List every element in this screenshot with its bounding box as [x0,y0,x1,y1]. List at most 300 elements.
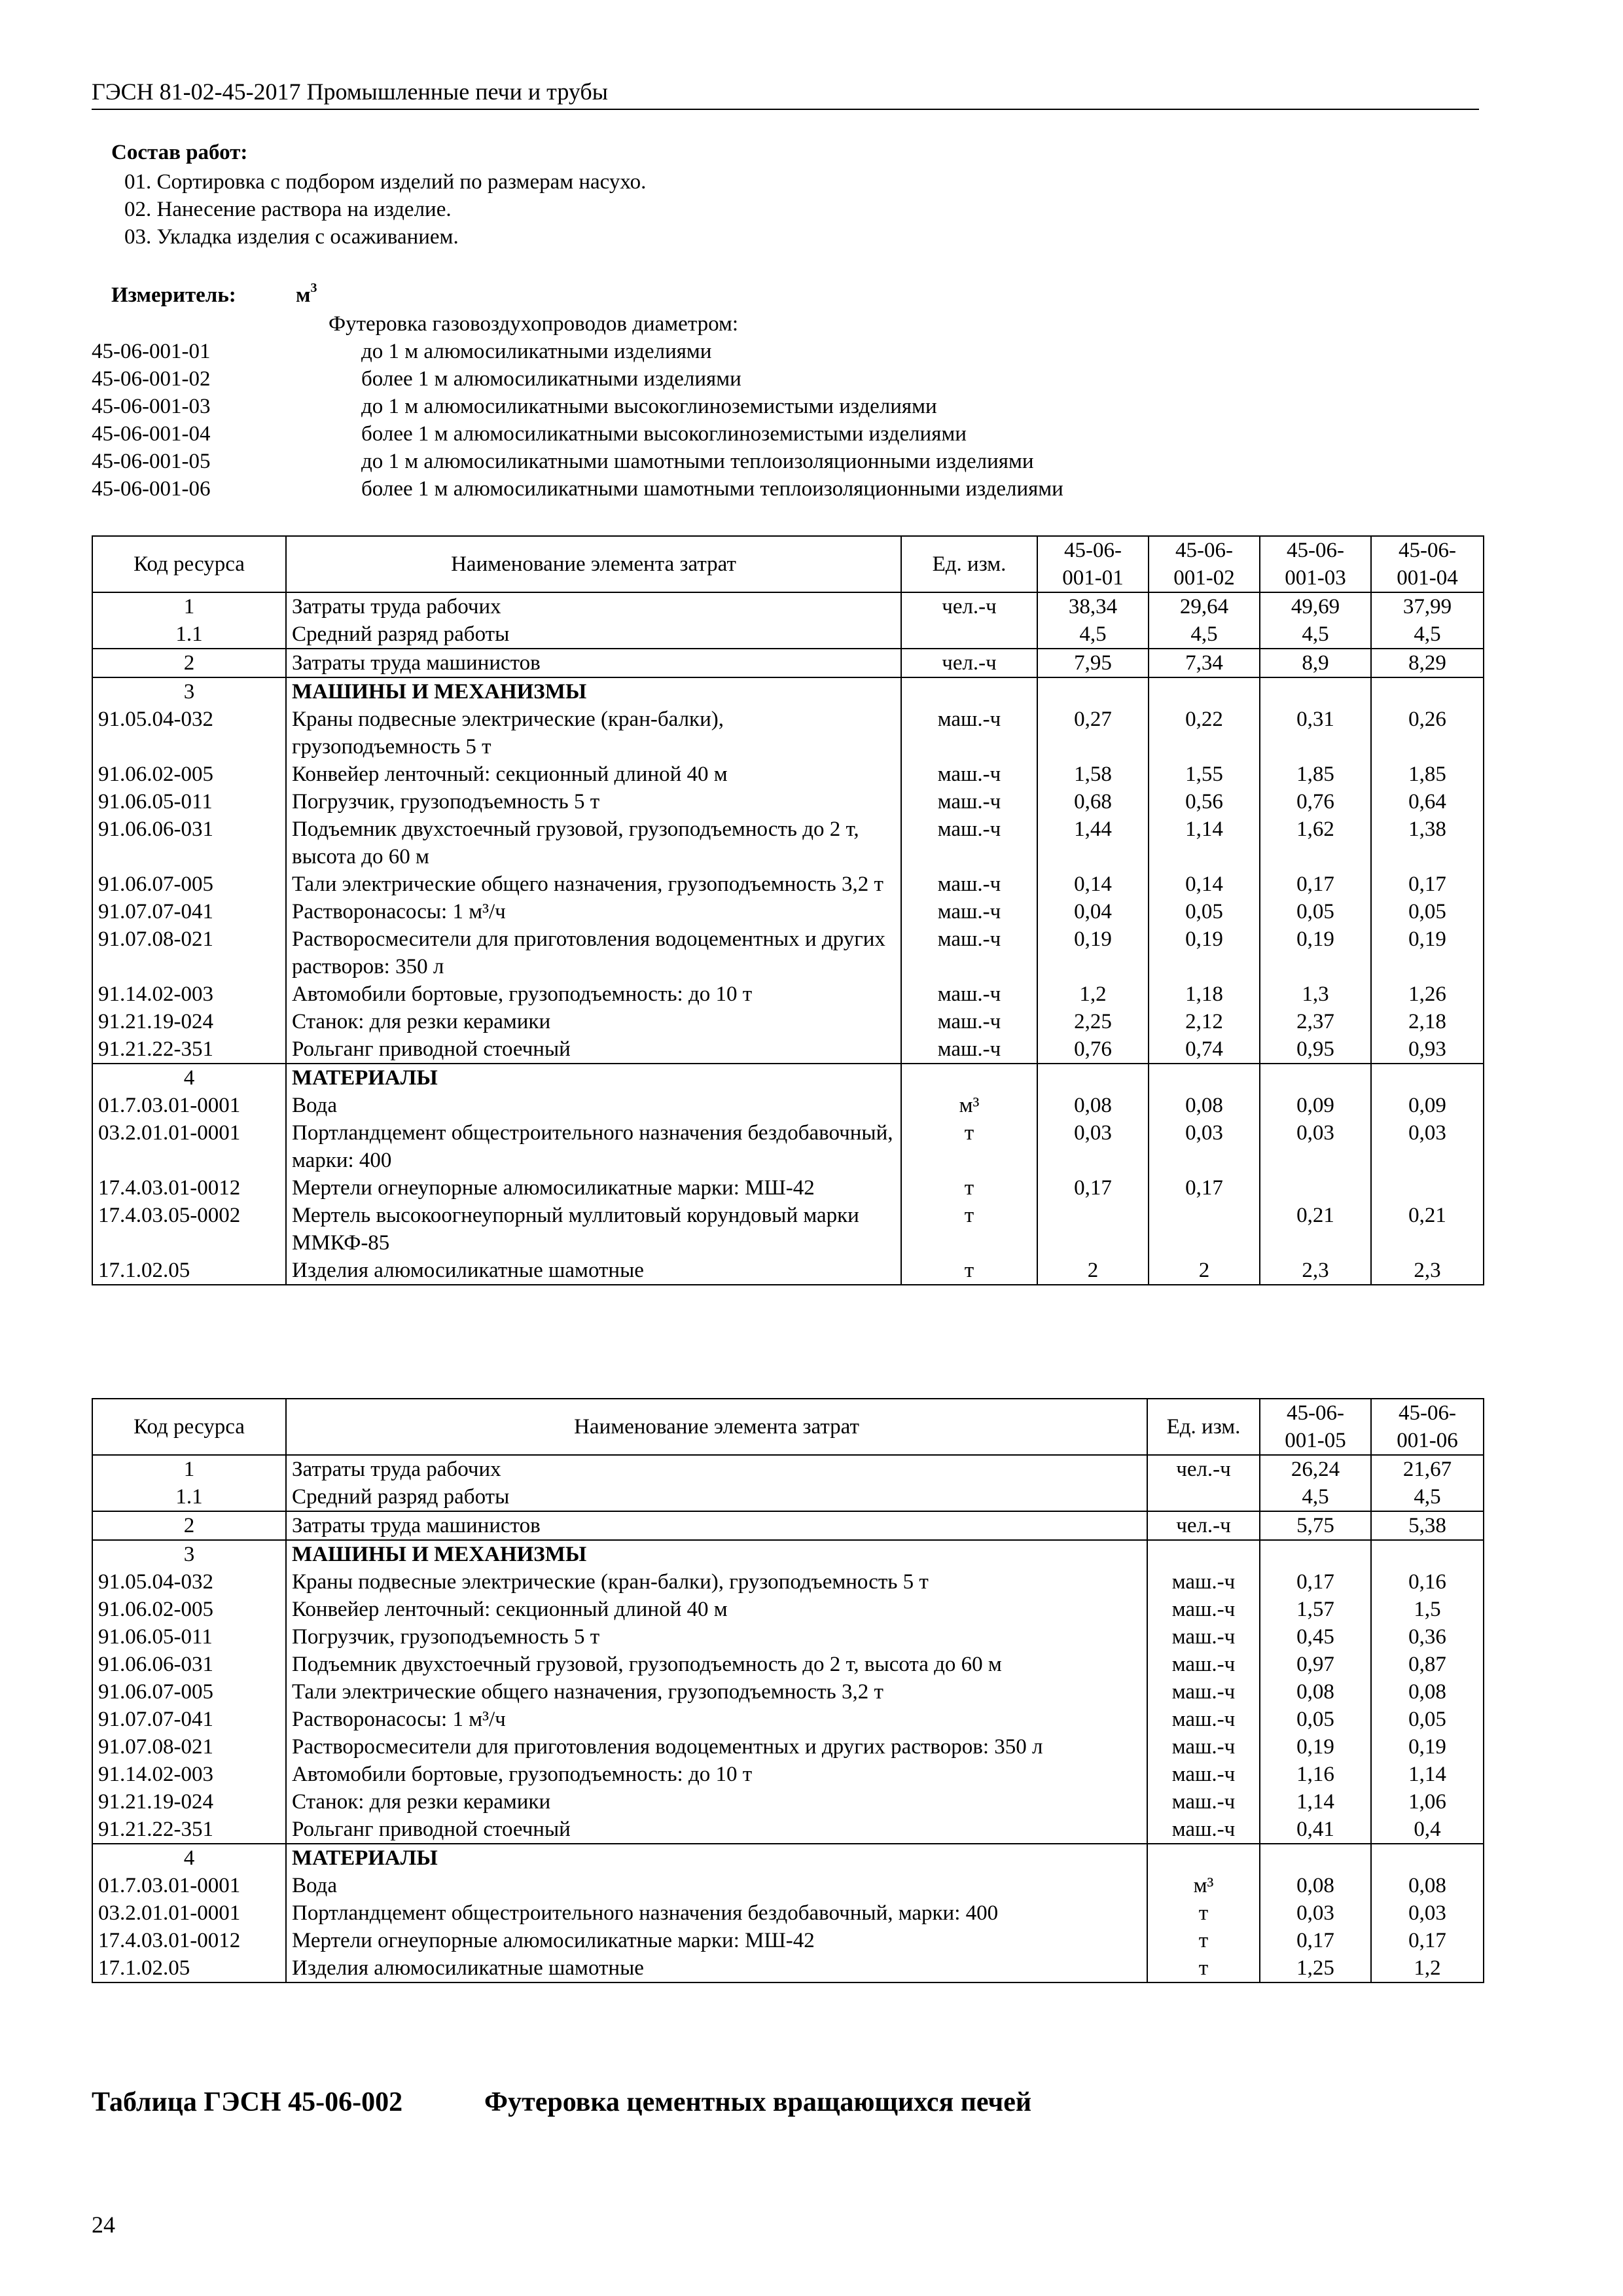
table-row [92,1761,1484,1788]
norm-value: 1,5 [1371,1596,1484,1623]
table-row [92,816,1484,870]
work-composition-title: Состав работ: [111,141,248,164]
table-row [92,649,1484,677]
resource-unit: чел.-ч [1147,1511,1260,1540]
resource-name: Станок: для резки керамики [286,1008,901,1035]
norm-value: 0,93 [1371,1035,1484,1064]
resource-code: 3 [92,677,286,706]
resource-code: 91.06.07-005 [92,870,286,898]
norm-value [1371,1174,1484,1202]
work-item: 01. Сортировка с подбором изделий по размерам насухо. [124,170,647,194]
col-norm-header: 45-06- 001-03 [1260,536,1371,592]
resource-name: Подъемник двухстоечный грузовой, грузоподъемность до 2 т, высота до 60 м [286,816,901,870]
next-table-name: Футеровка цементных вращающихся печей [484,2087,1032,2117]
code-intro: Футеровка газовоздухопроводов диаметром: [329,312,739,336]
resource-unit [901,677,1037,706]
table-row [92,1455,1484,1483]
resource-code: 91.07.08-021 [92,925,286,980]
norm-value [1037,677,1149,706]
col-unit-header: Ед. изм. [1147,1399,1260,1455]
next-table-number: Таблица ГЭСН 45-06-002 [92,2087,403,2117]
resource-unit: маш.-ч [901,706,1037,761]
norm-value: 0,05 [1260,1706,1371,1733]
code-description: до 1 м алюмосиликатными шамотными теплоизоляционными изделиями [361,450,1034,473]
norm-value: 1,14 [1149,816,1260,870]
norm-value: 0,87 [1371,1651,1484,1678]
resource-code: 91.06.06-031 [92,816,286,870]
resource-unit: маш.-ч [901,898,1037,925]
resource-name: Изделия алюмосиликатные шамотные [286,1257,901,1285]
resource-name: Растворосмесители для приготовления водоцементных и других растворов: 350 л [286,1733,1147,1761]
table-row [92,1257,1484,1285]
norm-value: 0,16 [1371,1568,1484,1596]
norm-value: 0,17 [1037,1174,1149,1202]
code-list-item [92,475,1139,503]
resource-code: 91.07.08-021 [92,1733,286,1761]
table-row [92,1623,1484,1651]
norm-value: 0,74 [1149,1035,1260,1064]
resource-unit: маш.-ч [901,788,1037,816]
norm-value: 4,5 [1371,620,1484,649]
col-code-header: Код ресурса [92,1399,286,1455]
norm-value: 0,19 [1037,925,1149,980]
resource-code: 2 [92,1511,286,1540]
measure-label: Измеритель: [111,283,236,307]
resource-unit: маш.-ч [901,1035,1037,1064]
resource-unit: чел.-ч [901,592,1037,620]
resource-unit: маш.-ч [1147,1568,1260,1596]
table-row [92,870,1484,898]
resource-code: 3 [92,1540,286,1568]
table-row [92,761,1484,788]
table-row [92,1678,1484,1706]
resource-unit: чел.-ч [901,649,1037,677]
norm-value: 0,36 [1371,1623,1484,1651]
table-row [92,1064,1484,1092]
resource-name: МАШИНЫ И МЕХАНИЗМЫ [286,677,901,706]
resource-name: Растворосмесители для приготовления водоцементных и других растворов: 350 л [286,925,901,980]
table-row [92,1954,1484,1982]
norm-value: 2,3 [1371,1257,1484,1285]
norm-value: 4,5 [1260,620,1371,649]
norm-value: 0,05 [1371,898,1484,925]
code-list [92,310,1139,503]
resource-unit: м³ [901,1092,1037,1119]
table-row [92,677,1484,706]
resource-code: 91.21.22-351 [92,1035,286,1064]
norm-value: 7,34 [1149,649,1260,677]
norm-value: 0,17 [1260,1927,1371,1954]
norm-value [1149,1064,1260,1092]
norm-value: 0,08 [1260,1872,1371,1899]
resource-code: 17.1.02.05 [92,1257,286,1285]
norm-value: 5,75 [1260,1511,1371,1540]
code-list-item [92,448,1139,475]
norm-value: 0,17 [1371,1927,1484,1954]
resource-unit [1147,1540,1260,1568]
resource-unit: маш.-ч [1147,1623,1260,1651]
code-list-item [92,365,1139,393]
resource-unit: т [1147,1954,1260,1982]
table-row [92,1008,1484,1035]
norm-value: 0,05 [1149,898,1260,925]
resource-name: Портландцемент общестроительного назначения бездобавочный, марки: 400 [286,1119,901,1174]
norm-value [1149,677,1260,706]
resource-code: 91.14.02-003 [92,1761,286,1788]
norm-value: 1,16 [1260,1761,1371,1788]
resource-name: Портландцемент общестроительного назначения бездобавочный, марки: 400 [286,1899,1147,1927]
resource-unit: маш.-ч [901,1008,1037,1035]
resource-name: Автомобили бортовые, грузоподъемность: до 10 т [286,1761,1147,1788]
norm-value: 38,34 [1037,592,1149,620]
norm-value: 7,95 [1037,649,1149,677]
resource-code: 03.2.01.01-0001 [92,1119,286,1174]
resource-unit: маш.-ч [1147,1706,1260,1733]
norm-value: 1,44 [1037,816,1149,870]
resource-code: 01.7.03.01-0001 [92,1092,286,1119]
norm-value: 1,26 [1371,980,1484,1008]
norm-value [1149,1202,1260,1257]
table-row [92,1483,1484,1511]
norm-value: 0,05 [1371,1706,1484,1733]
resource-unit: т [1147,1899,1260,1927]
resource-name: Затраты труда рабочих [286,1455,1147,1483]
norm-value: 0,19 [1371,1733,1484,1761]
norm-value: 21,67 [1371,1455,1484,1483]
norm-value [1260,1844,1371,1872]
resource-unit: т [901,1119,1037,1174]
norm-value [1037,1064,1149,1092]
norm-value: 0,14 [1037,870,1149,898]
resource-unit: маш.-ч [901,980,1037,1008]
norm-value: 1,62 [1260,816,1371,870]
measure-unit-sup: 3 [310,281,317,295]
code-id: 45-06-001-03 [92,395,211,418]
norm-value: 0,03 [1371,1119,1484,1174]
norm-value: 0,03 [1149,1119,1260,1174]
table-row [92,1174,1484,1202]
norm-value: 0,76 [1260,788,1371,816]
resource-unit [1147,1844,1260,1872]
norm-value: 0,17 [1371,870,1484,898]
code-id: 45-06-001-01 [92,340,211,363]
table-row [92,1844,1484,1872]
norm-value: 0,22 [1149,706,1260,761]
resource-code: 91.06.05-011 [92,1623,286,1651]
norm-value: 0,27 [1037,706,1149,761]
resource-name: Станок: для резки керамики [286,1788,1147,1816]
measure-unit-text: м [296,283,311,307]
norm-value [1371,1540,1484,1568]
norm-value: 0,08 [1371,1678,1484,1706]
col-name-header: Наименование элемента затрат [286,1399,1147,1455]
col-norm-header: 45-06- 001-06 [1371,1399,1484,1455]
norm-value [1260,1540,1371,1568]
resource-unit: маш.-ч [1147,1733,1260,1761]
resource-code: 91.07.07-041 [92,898,286,925]
resource-name: МАШИНЫ И МЕХАНИЗМЫ [286,1540,1147,1568]
norm-value: 0,68 [1037,788,1149,816]
table-row [92,1511,1484,1540]
resource-unit: маш.-ч [901,816,1037,870]
table-row [92,620,1484,649]
resource-code: 1.1 [92,1483,286,1511]
norm-value: 49,69 [1260,592,1371,620]
table-row [92,788,1484,816]
next-table-title [92,2087,1031,2118]
norm-value: 0,03 [1260,1899,1371,1927]
resource-name: Растворонасосы: 1 м³/ч [286,1706,1147,1733]
norm-value: 0,17 [1260,870,1371,898]
resource-table-1 [92,535,1484,1285]
col-norm-header: 45-06- 001-04 [1371,536,1484,592]
table-row [92,1568,1484,1596]
norm-value: 2,12 [1149,1008,1260,1035]
resource-name: Погрузчик, грузоподъемность 5 т [286,788,901,816]
norm-value: 1,58 [1037,761,1149,788]
table-header-row [92,1399,1484,1455]
norm-value [1371,677,1484,706]
resource-name: Мертель высокоогнеупорный муллитовый корундовый марки ММКФ-85 [286,1202,901,1257]
resource-name: Затраты труда машинистов [286,649,901,677]
norm-value: 0,76 [1037,1035,1149,1064]
norm-value: 5,38 [1371,1511,1484,1540]
norm-value [1260,1174,1371,1202]
norm-value: 0,21 [1260,1202,1371,1257]
resource-code: 17.1.02.05 [92,1954,286,1982]
norm-value: 0,05 [1260,898,1371,925]
resource-code: 03.2.01.01-0001 [92,1899,286,1927]
norm-value: 1,2 [1037,980,1149,1008]
resource-unit: т [901,1174,1037,1202]
norm-value: 4,5 [1371,1483,1484,1511]
col-norm-header: 45-06- 001-05 [1260,1399,1371,1455]
norm-value: 0,45 [1260,1623,1371,1651]
resource-unit: маш.-ч [1147,1816,1260,1844]
resource-code: 91.07.07-041 [92,1706,286,1733]
norm-value: 0,21 [1371,1202,1484,1257]
resource-code: 1.1 [92,620,286,649]
resource-unit: маш.-ч [901,761,1037,788]
table-row [92,980,1484,1008]
norm-value: 2 [1149,1257,1260,1285]
col-name-header: Наименование элемента затрат [286,536,901,592]
page-header: ГЭСН 81-02-45-2017 Промышленные печи и трубы [92,77,1479,110]
norm-value: 1,85 [1260,761,1371,788]
norm-value: 2,18 [1371,1008,1484,1035]
table-row [92,706,1484,761]
code-id: 45-06-001-02 [92,367,211,391]
resource-code: 91.21.19-024 [92,1788,286,1816]
code-id: 45-06-001-04 [92,422,211,446]
resource-name: Рольганг приводной стоечный [286,1816,1147,1844]
code-id: 45-06-001-06 [92,477,211,501]
col-norm-header: 45-06- 001-02 [1149,536,1260,592]
norm-value: 1,57 [1260,1596,1371,1623]
resource-unit [1147,1483,1260,1511]
norm-value: 1,85 [1371,761,1484,788]
table-row [92,1706,1484,1733]
norm-value: 0,08 [1260,1678,1371,1706]
resource-name: Тали электрические общего назначения, грузоподъемность 3,2 т [286,1678,1147,1706]
norm-value: 37,99 [1371,592,1484,620]
resource-name: Вода [286,1872,1147,1899]
norm-value: 29,64 [1149,592,1260,620]
code-description: до 1 м алюмосиликатными изделиями [361,340,712,363]
resource-code: 17.4.03.05-0002 [92,1202,286,1257]
table-header-row [92,536,1484,592]
norm-value: 2,3 [1260,1257,1371,1285]
resource-name: Погрузчик, грузоподъемность 5 т [286,1623,1147,1651]
norm-value: 1,38 [1371,816,1484,870]
resource-unit: маш.-ч [1147,1651,1260,1678]
code-list-item [92,338,1139,365]
resource-code: 91.21.19-024 [92,1008,286,1035]
resource-unit: маш.-ч [1147,1788,1260,1816]
norm-value: 8,29 [1371,649,1484,677]
resource-name: МАТЕРИАЛЫ [286,1844,1147,1872]
norm-value [1371,1064,1484,1092]
code-description: до 1 м алюмосиликатными высокоглиноземистыми изделиями [361,395,937,418]
norm-value: 0,19 [1149,925,1260,980]
resource-code: 1 [92,592,286,620]
resource-code: 91.14.02-003 [92,980,286,1008]
table-row [92,1872,1484,1899]
resource-unit: маш.-ч [1147,1678,1260,1706]
resource-code: 17.4.03.01-0012 [92,1174,286,1202]
norm-value: 0,56 [1149,788,1260,816]
norm-value: 0,26 [1371,706,1484,761]
table-row [92,1035,1484,1064]
norm-value: 0,08 [1149,1092,1260,1119]
norm-value: 0,08 [1371,1872,1484,1899]
resource-code: 17.4.03.01-0012 [92,1927,286,1954]
norm-value: 4,5 [1260,1483,1371,1511]
table-row [92,1927,1484,1954]
resource-code: 91.06.06-031 [92,1651,286,1678]
resource-unit: т [1147,1927,1260,1954]
table-row [92,592,1484,620]
resource-name: Средний разряд работы [286,620,901,649]
work-item: 02. Нанесение раствора на изделие. [124,198,452,221]
resource-code: 2 [92,649,286,677]
norm-value: 1,06 [1371,1788,1484,1816]
table-row [92,1816,1484,1844]
resource-name: Мертели огнеупорные алюмосиликатные марки: МШ-42 [286,1174,901,1202]
norm-value: 0,19 [1371,925,1484,980]
resource-unit: чел.-ч [1147,1455,1260,1483]
resource-code: 91.05.04-032 [92,706,286,761]
norm-value: 0,03 [1371,1899,1484,1927]
norm-value: 1,14 [1371,1761,1484,1788]
table-row [92,1119,1484,1174]
resource-table-2 [92,1398,1484,1983]
measure-unit [296,281,317,309]
norm-value: 0,03 [1037,1119,1149,1174]
table-row [92,925,1484,980]
norm-value: 2 [1037,1257,1149,1285]
table-row [92,1899,1484,1927]
resource-name: Тали электрические общего назначения, грузоподъемность 3,2 т [286,870,901,898]
code-description: более 1 м алюмосиликатными шамотными теплоизоляционными изделиями [361,477,1063,501]
code-description: более 1 м алюмосиликатными изделиями [361,367,741,391]
resource-unit: маш.-ч [901,870,1037,898]
resource-unit: м³ [1147,1872,1260,1899]
resource-code: 91.06.02-005 [92,1596,286,1623]
norm-value: 1,25 [1260,1954,1371,1982]
resource-name: Конвейер ленточный: секционный длиной 40 м [286,1596,1147,1623]
norm-value: 0,31 [1260,706,1371,761]
table-row [92,1733,1484,1761]
resource-unit [901,1064,1037,1092]
table-row [92,1202,1484,1257]
resource-code: 1 [92,1455,286,1483]
norm-value: 0,95 [1260,1035,1371,1064]
norm-value: 1,3 [1260,980,1371,1008]
table-row [92,1788,1484,1816]
norm-value: 4,5 [1149,620,1260,649]
resource-unit: маш.-ч [901,925,1037,980]
resource-unit: т [901,1257,1037,1285]
norm-value: 1,14 [1260,1788,1371,1816]
col-code-header: Код ресурса [92,536,286,592]
resource-code: 4 [92,1064,286,1092]
resource-name: Подъемник двухстоечный грузовой, грузоподъемность до 2 т, высота до 60 м [286,1651,1147,1678]
code-description: более 1 м алюмосиликатными высокоглиноземистыми изделиями [361,422,967,446]
norm-value: 4,5 [1037,620,1149,649]
resource-name: Рольганг приводной стоечный [286,1035,901,1064]
code-id: 45-06-001-05 [92,450,211,473]
norm-value: 1,2 [1371,1954,1484,1982]
norm-value: 0,03 [1260,1119,1371,1174]
norm-value: 2,37 [1260,1008,1371,1035]
norm-value: 0,97 [1260,1651,1371,1678]
resource-code: 91.06.02-005 [92,761,286,788]
norm-value: 0,09 [1371,1092,1484,1119]
resource-code: 91.06.07-005 [92,1678,286,1706]
resource-name: Изделия алюмосиликатные шамотные [286,1954,1147,1982]
resource-name: Вода [286,1092,901,1119]
norm-value [1260,677,1371,706]
resource-code: 91.06.05-011 [92,788,286,816]
resource-name: Мертели огнеупорные алюмосиликатные марки: МШ-42 [286,1927,1147,1954]
col-unit-header: Ед. изм. [901,536,1037,592]
code-intro-row [92,310,1139,338]
norm-value: 0,19 [1260,1733,1371,1761]
resource-name: Затраты труда машинистов [286,1511,1147,1540]
resource-name: Конвейер ленточный: секционный длиной 40 м [286,761,901,788]
norm-value [1371,1844,1484,1872]
resource-unit [901,620,1037,649]
code-list-item [92,420,1139,448]
resource-name: Средний разряд работы [286,1483,1147,1511]
norm-value: 0,19 [1260,925,1371,980]
norm-value: 0,09 [1260,1092,1371,1119]
norm-value: 0,64 [1371,788,1484,816]
resource-code: 91.05.04-032 [92,1568,286,1596]
norm-value: 26,24 [1260,1455,1371,1483]
table-row [92,1540,1484,1568]
norm-value: 0,41 [1260,1816,1371,1844]
resource-name: Затраты труда рабочих [286,592,901,620]
norm-value: 1,55 [1149,761,1260,788]
work-item: 03. Укладка изделия с осаживанием. [124,225,459,249]
norm-value [1037,1202,1149,1257]
norm-value: 0,4 [1371,1816,1484,1844]
resource-code: 4 [92,1844,286,1872]
table-row [92,1596,1484,1623]
norm-value: 2,25 [1037,1008,1149,1035]
